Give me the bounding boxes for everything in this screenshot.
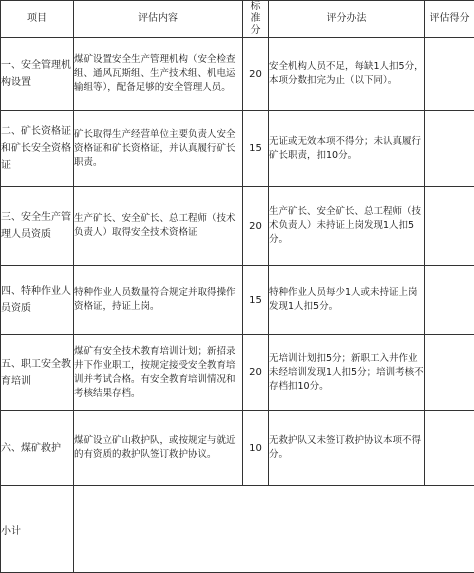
row-item: 五、职工安全教育培训 — [1, 335, 74, 411]
row-method: 安全机构人员不足，每缺1人扣5分，本项分数扣完为止（以下同）。 — [269, 38, 425, 111]
row-item: 三、安全生产管理人员资质 — [1, 187, 74, 266]
row-score: 20 — [243, 187, 269, 266]
row-method: 无救护队又未签订救护协议本项不得分。 — [269, 411, 425, 486]
header-score: 标准分 — [243, 1, 269, 38]
table-row — [1, 111, 474, 187]
row-method: 特种作业人员每少1人或未持证上岗发现1人扣5分。 — [269, 266, 425, 335]
row-item: 二、矿长资格证和矿长安全资格证 — [1, 111, 74, 187]
row-result — [425, 187, 474, 266]
table-row — [1, 187, 474, 266]
row-result — [425, 266, 474, 335]
row-score: 20 — [243, 38, 269, 111]
row-score: 10 — [243, 411, 269, 486]
row-content: 煤矿设置安全生产管理机构（安全检查组、通风瓦斯组、生产技术组、机电运输组等），配备足够的安全管理人员。 — [74, 38, 243, 111]
row-method: 无证或无效本项不得分；未认真履行矿长职责，扣10分。 — [269, 111, 425, 187]
subtotal-value — [74, 486, 474, 573]
row-result — [425, 38, 474, 111]
row-content: 生产矿长、安全矿长、总工程师（技术负责人）取得安全技术资格证 — [74, 187, 243, 266]
row-score: 20 — [243, 335, 269, 411]
table-row — [1, 266, 474, 335]
subtotal-label: 小计 — [1, 486, 74, 573]
row-result — [425, 111, 474, 187]
row-item: 一、安全管理机构设置 — [1, 38, 74, 111]
header-method: 评分办法 — [269, 1, 425, 38]
table-header-row — [1, 1, 474, 38]
row-content: 煤矿设立矿山救护队，或按规定与就近的有资质的救护队签订救护协议。 — [74, 411, 243, 486]
row-result — [425, 411, 474, 486]
row-item: 四、特种作业人员资质 — [1, 266, 74, 335]
row-result — [425, 335, 474, 411]
table-row — [1, 38, 474, 111]
row-content: 矿长取得生产经营单位主要负责人安全资格证和矿长资格证，并认真履行矿长职责。 — [74, 111, 243, 187]
row-method: 生产矿长、安全矿长、总工程师（技术负责人）未持证上岗发现1人扣5分。 — [269, 187, 425, 266]
header-content: 评估内容 — [74, 1, 243, 38]
row-item: 六、煤矿救护 — [1, 411, 74, 486]
row-content: 煤矿有安全技术教育培训计划；新招录井下作业职工，按规定接受安全教育培训并考试合格。有安全教育培训情况和考核结果存档。 — [74, 335, 243, 411]
table-row — [1, 411, 474, 486]
row-score: 15 — [243, 111, 269, 187]
header-item: 项目 — [1, 1, 74, 38]
row-content: 特种作业人员数量符合规定并取得操作资格证，持证上岗。 — [74, 266, 243, 335]
row-method: 无培训计划扣5分；新职工入井作业未经培训发现1人扣5分；培训考核不存档扣10分。 — [269, 335, 425, 411]
subtotal-row — [1, 486, 474, 573]
table-row — [1, 335, 474, 411]
header-result: 评估得分 — [425, 1, 474, 38]
row-score: 15 — [243, 266, 269, 335]
